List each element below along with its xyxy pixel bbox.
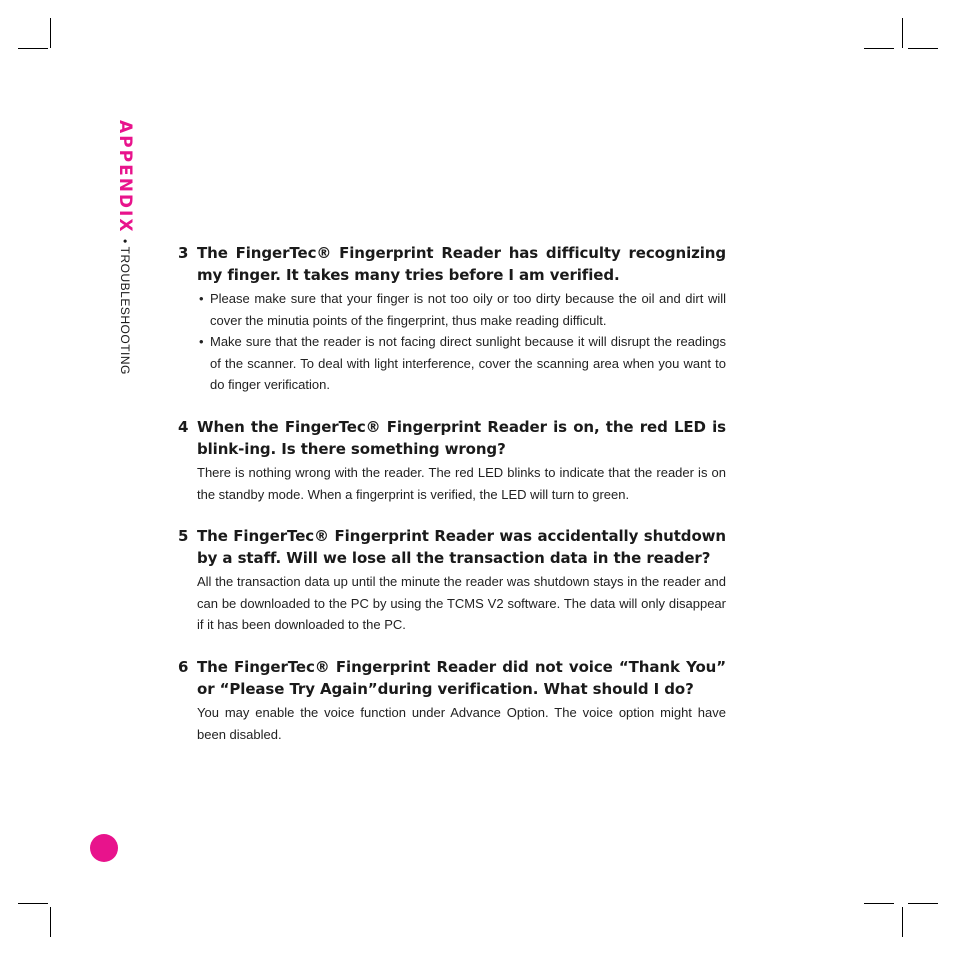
- crop-mark: [902, 907, 903, 937]
- faq-number: 4: [178, 417, 189, 436]
- crop-mark: [864, 903, 894, 904]
- crop-mark: [864, 48, 894, 49]
- page-marker-dot: [90, 834, 118, 862]
- faq-question: When the FingerTec® Fingerprint Reader is on, the red LED is blink-ing. Is there something wrong?: [197, 417, 726, 458]
- list-item: [197, 331, 726, 396]
- bullet-text: Please make sure that your finger is not too oily or too dirty because the oil and dirt will cover the minutia points of the fingerprint, thus make reading difficult.: [210, 291, 726, 328]
- crop-mark: [902, 18, 903, 48]
- list-item: [197, 288, 726, 331]
- side-section-label: [116, 120, 133, 375]
- faq-item-6: [178, 656, 726, 745]
- label-separator: •: [118, 239, 132, 244]
- crop-mark: [908, 48, 938, 49]
- faq-answer: You may enable the voice function under Advance Option. The voice option might have been disabled.: [197, 704, 726, 742]
- faq-item-3: [178, 242, 726, 396]
- faq-item-4: [178, 416, 726, 505]
- section-title: TROUBLESHOOTING: [118, 246, 132, 375]
- faq-number: 5: [178, 527, 189, 546]
- appendix-title: APPENDIX: [115, 120, 135, 234]
- faq-answer: There is nothing wrong with the reader. The red LED blinks to indicate that the reader is on the standby mode. When a fingerprint is verified, the LED will turn to green.: [197, 464, 726, 502]
- crop-mark: [908, 903, 938, 904]
- faq-question: The FingerTec® Fingerprint Reader did not voice “Thank You” or “Please Try Again”during verification. What should I do?: [197, 657, 726, 698]
- faq-answer: All the transaction data up until the minute the reader was shutdown stays in the reader and can be downloaded to the PC by using the TCMS V2 software. The data will only disappear if it has been downloaded to the PC.: [197, 574, 726, 633]
- faq-number: 6: [178, 657, 189, 676]
- bullet-text: Make sure that the reader is not facing direct sunlight because it will disrupt the readings of the scanner. To deal with light interference, cover the scanning area when you want to do finger verification.: [210, 334, 726, 393]
- bullet-glyph: •: [199, 291, 204, 306]
- crop-mark: [50, 18, 51, 48]
- crop-mark: [18, 903, 48, 904]
- faq-number: 3: [178, 244, 189, 262]
- faq-question: The FingerTec® Fingerprint Reader was accidentally shutdown by a staff. Will we lose all the transaction data in the reader?: [197, 527, 726, 568]
- crop-mark: [18, 48, 48, 49]
- faq-question: The FingerTec® Fingerprint Reader has difficulty recognizing my finger. It takes many tries before I am verified.: [197, 244, 726, 284]
- crop-mark: [50, 907, 51, 937]
- faq-item-5: [178, 525, 726, 636]
- faq-answer-bullets: [197, 288, 726, 396]
- bullet-glyph: •: [199, 334, 204, 350]
- faq-list: [178, 242, 726, 765]
